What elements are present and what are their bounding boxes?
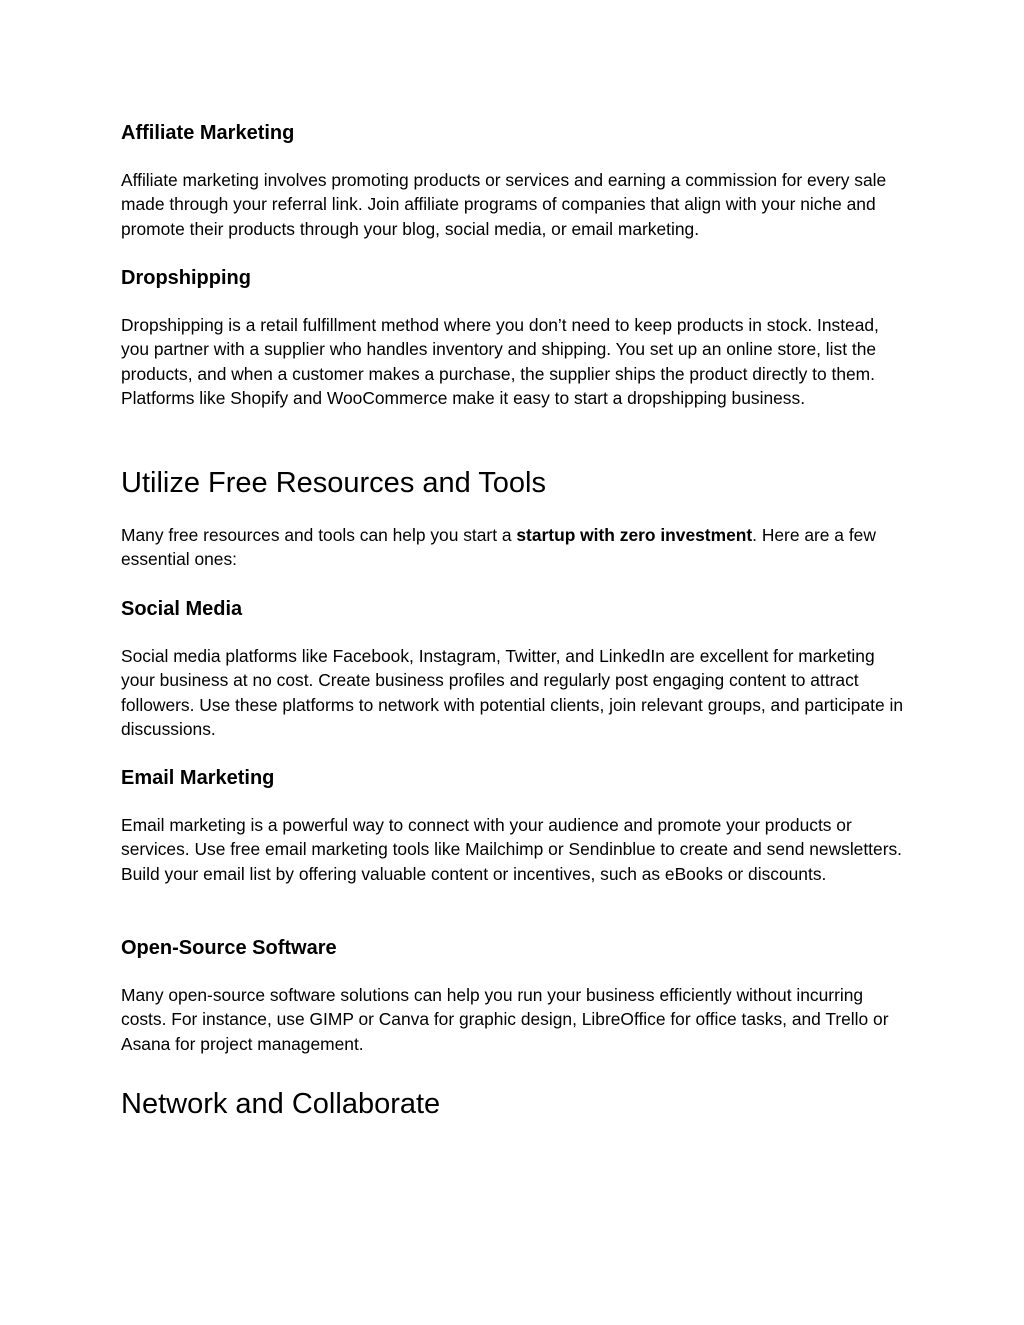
heading-utilize-free-resources: Utilize Free Resources and Tools	[121, 467, 546, 499]
heading-open-source-software: Open-Source Software	[121, 937, 337, 959]
heading-email-marketing: Email Marketing	[121, 767, 275, 789]
intro-text-start: Many free resources and tools can help you start a	[121, 525, 517, 545]
heading-network-and-collaborate: Network and Collaborate	[121, 1088, 441, 1120]
heading-dropshipping: Dropshipping	[121, 267, 251, 289]
heading-affiliate-marketing: Affiliate Marketing	[121, 122, 295, 144]
heading-social-media: Social Media	[121, 598, 243, 620]
paragraph-dropshipping: Dropshipping is a retail fulfillment method where you don’t need to keep products in stock. Instead, you partner with a supplier who handles inventory and shipping. You set up an online store, list the products, and when a customer makes a purchase, the supplier ships the product directly to them. Platforms like Shopify and WooCommerce make it easy to start a dropshipping business.	[121, 315, 879, 408]
intro-text-end: . Here are a few essential ones:	[121, 525, 876, 570]
paragraph-affiliate-marketing: Affiliate marketing involves promoting products or services and earning a commission for every sale made through your referral link. Join affiliate programs of companies that align with your niche and promote their products through your blog, social media, or email marketing.	[121, 170, 887, 239]
intro-text-bold: startup with zero investment	[516, 525, 753, 545]
paragraph-open-source-software: Many open-source software solutions can help you run your business efficiently without incurring costs. For instance, use GIMP or Canva for graphic design, LibreOffice for office tasks, and Trello or Asana for project management.	[121, 985, 889, 1054]
paragraph-email-marketing: Email marketing is a powerful way to connect with your audience and promote your products or services. Use free email marketing tools like Mailchimp or Sendinblue to create and send newsletters. Build your email list by offering valuable content or incentives, such as eBooks or discounts.	[121, 815, 903, 884]
paragraph-social-media: Social media platforms like Facebook, Instagram, Twitter, and LinkedIn are excellent for marketing your business at no cost. Create business profiles and regularly post engaging content to attract followers. Use these platforms to network with potential clients, join relevant groups, and participate in discussions.	[121, 646, 904, 739]
paragraph-resources-intro	[121, 523, 906, 572]
